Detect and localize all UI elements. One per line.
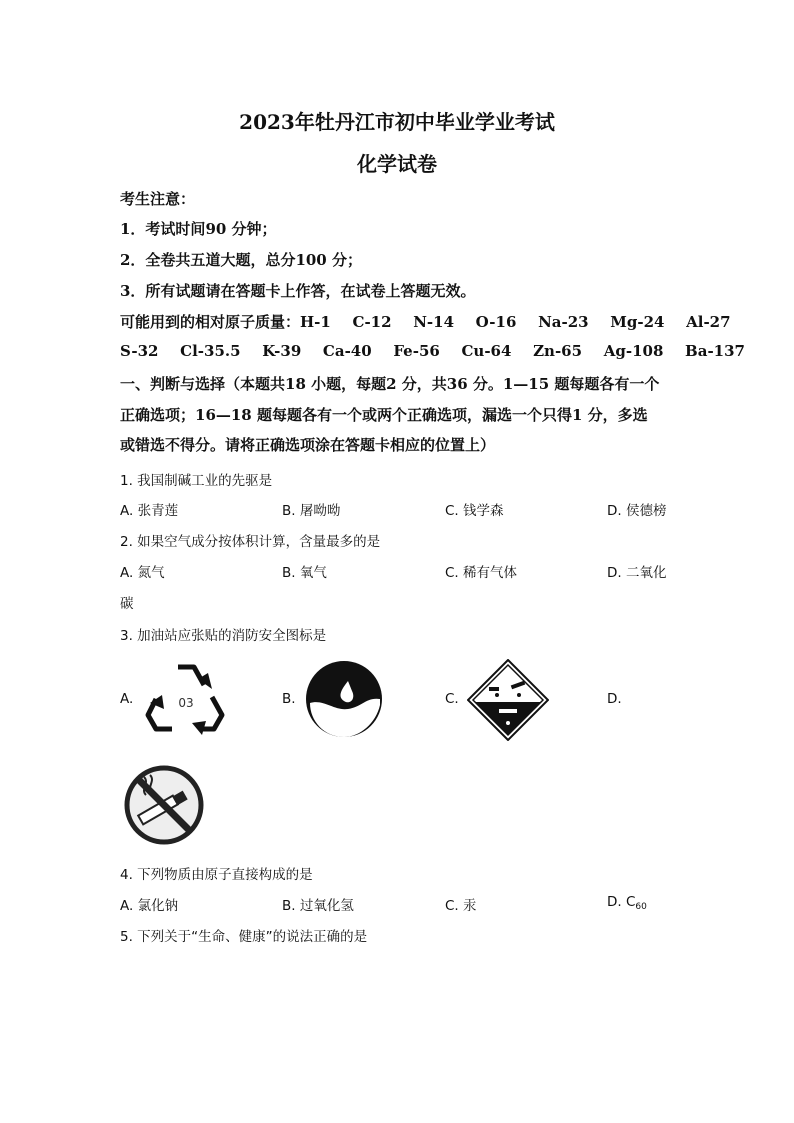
option-d: D.: [607, 691, 622, 707]
question-stem: 2. 如果空气成分按体积计算，含量最多的是: [120, 534, 381, 550]
question-stem: 4. 下列物质由原子直接构成的是: [120, 867, 313, 883]
question-stem: 1. 我国制碱工业的先驱是: [120, 473, 273, 489]
option-c: C. 钱学森: [445, 503, 504, 519]
notice-item: 3．所有试题请在答题卡上作答，在试卷上答题无效。: [120, 282, 476, 300]
option-d-continued: 碳: [120, 596, 134, 612]
exam-subtitle: 化学试卷: [357, 152, 437, 176]
notice-heading: 考生注意：: [120, 190, 196, 208]
exam-title: 2023年牡丹江市初中毕业学业考试: [239, 110, 555, 134]
option-b: B. 屠呦呦: [282, 503, 341, 519]
option-b: B. 过氧化氢: [282, 898, 354, 914]
option-a: A. 氯化钠: [120, 898, 179, 914]
option-b: B.: [282, 691, 296, 707]
option-c: C.: [445, 691, 459, 707]
subscript: 60: [635, 902, 647, 912]
recycle-code: 03: [178, 696, 194, 710]
water-saving-icon: [304, 659, 384, 739]
atomic-masses-line: S-32 Cl-35.5 K-39 Ca-40 Fe-56 Cu-64 Zn-65 Ag-108 Ba-137: [120, 342, 745, 360]
option-d: [607, 894, 647, 912]
atomic-masses-line: 可能用到的相对原子质量：H-1 C-12 N-14 O-16 Na-23 Mg-24 Al-27: [120, 313, 731, 331]
notice-item: 1．考试时间90 分钟；: [120, 220, 277, 238]
option-b: B. 氧气: [282, 565, 327, 581]
corrosive-hazard-icon: [467, 659, 549, 741]
notice-item: 2．全卷共五道大题，总分100 分；: [120, 251, 362, 269]
option-a: A.: [120, 691, 134, 707]
option-d: D. 二氧化: [607, 565, 667, 581]
option-d: D. 侯德榜: [607, 503, 667, 519]
question-stem: 5. 下列关于“生命、健康”的说法正确的是: [120, 929, 368, 945]
option-c: C. 汞: [445, 898, 477, 914]
section-instruction: 一、判断与选择（本题共18 小题，每题2 分，共36 分。1—15 题每题各有一个: [120, 375, 660, 393]
question-stem: 3. 加油站应张贴的消防安全图标是: [120, 628, 327, 644]
section-instruction: 或错选不得分。请将正确选项涂在答题卡相应的位置上）: [120, 436, 496, 454]
option-a: A. 氮气: [120, 565, 165, 581]
option-c: C. 稀有气体: [445, 565, 518, 581]
no-smoking-icon: [124, 765, 204, 845]
option-a: A. 张青莲: [120, 503, 179, 519]
recycling-icon: [142, 659, 230, 739]
section-instruction: 正确选项；16—18 题每题各有一个或两个正确选项，漏选一个只得1 分，多选: [120, 406, 648, 424]
option-d-text: D. C: [607, 894, 636, 910]
